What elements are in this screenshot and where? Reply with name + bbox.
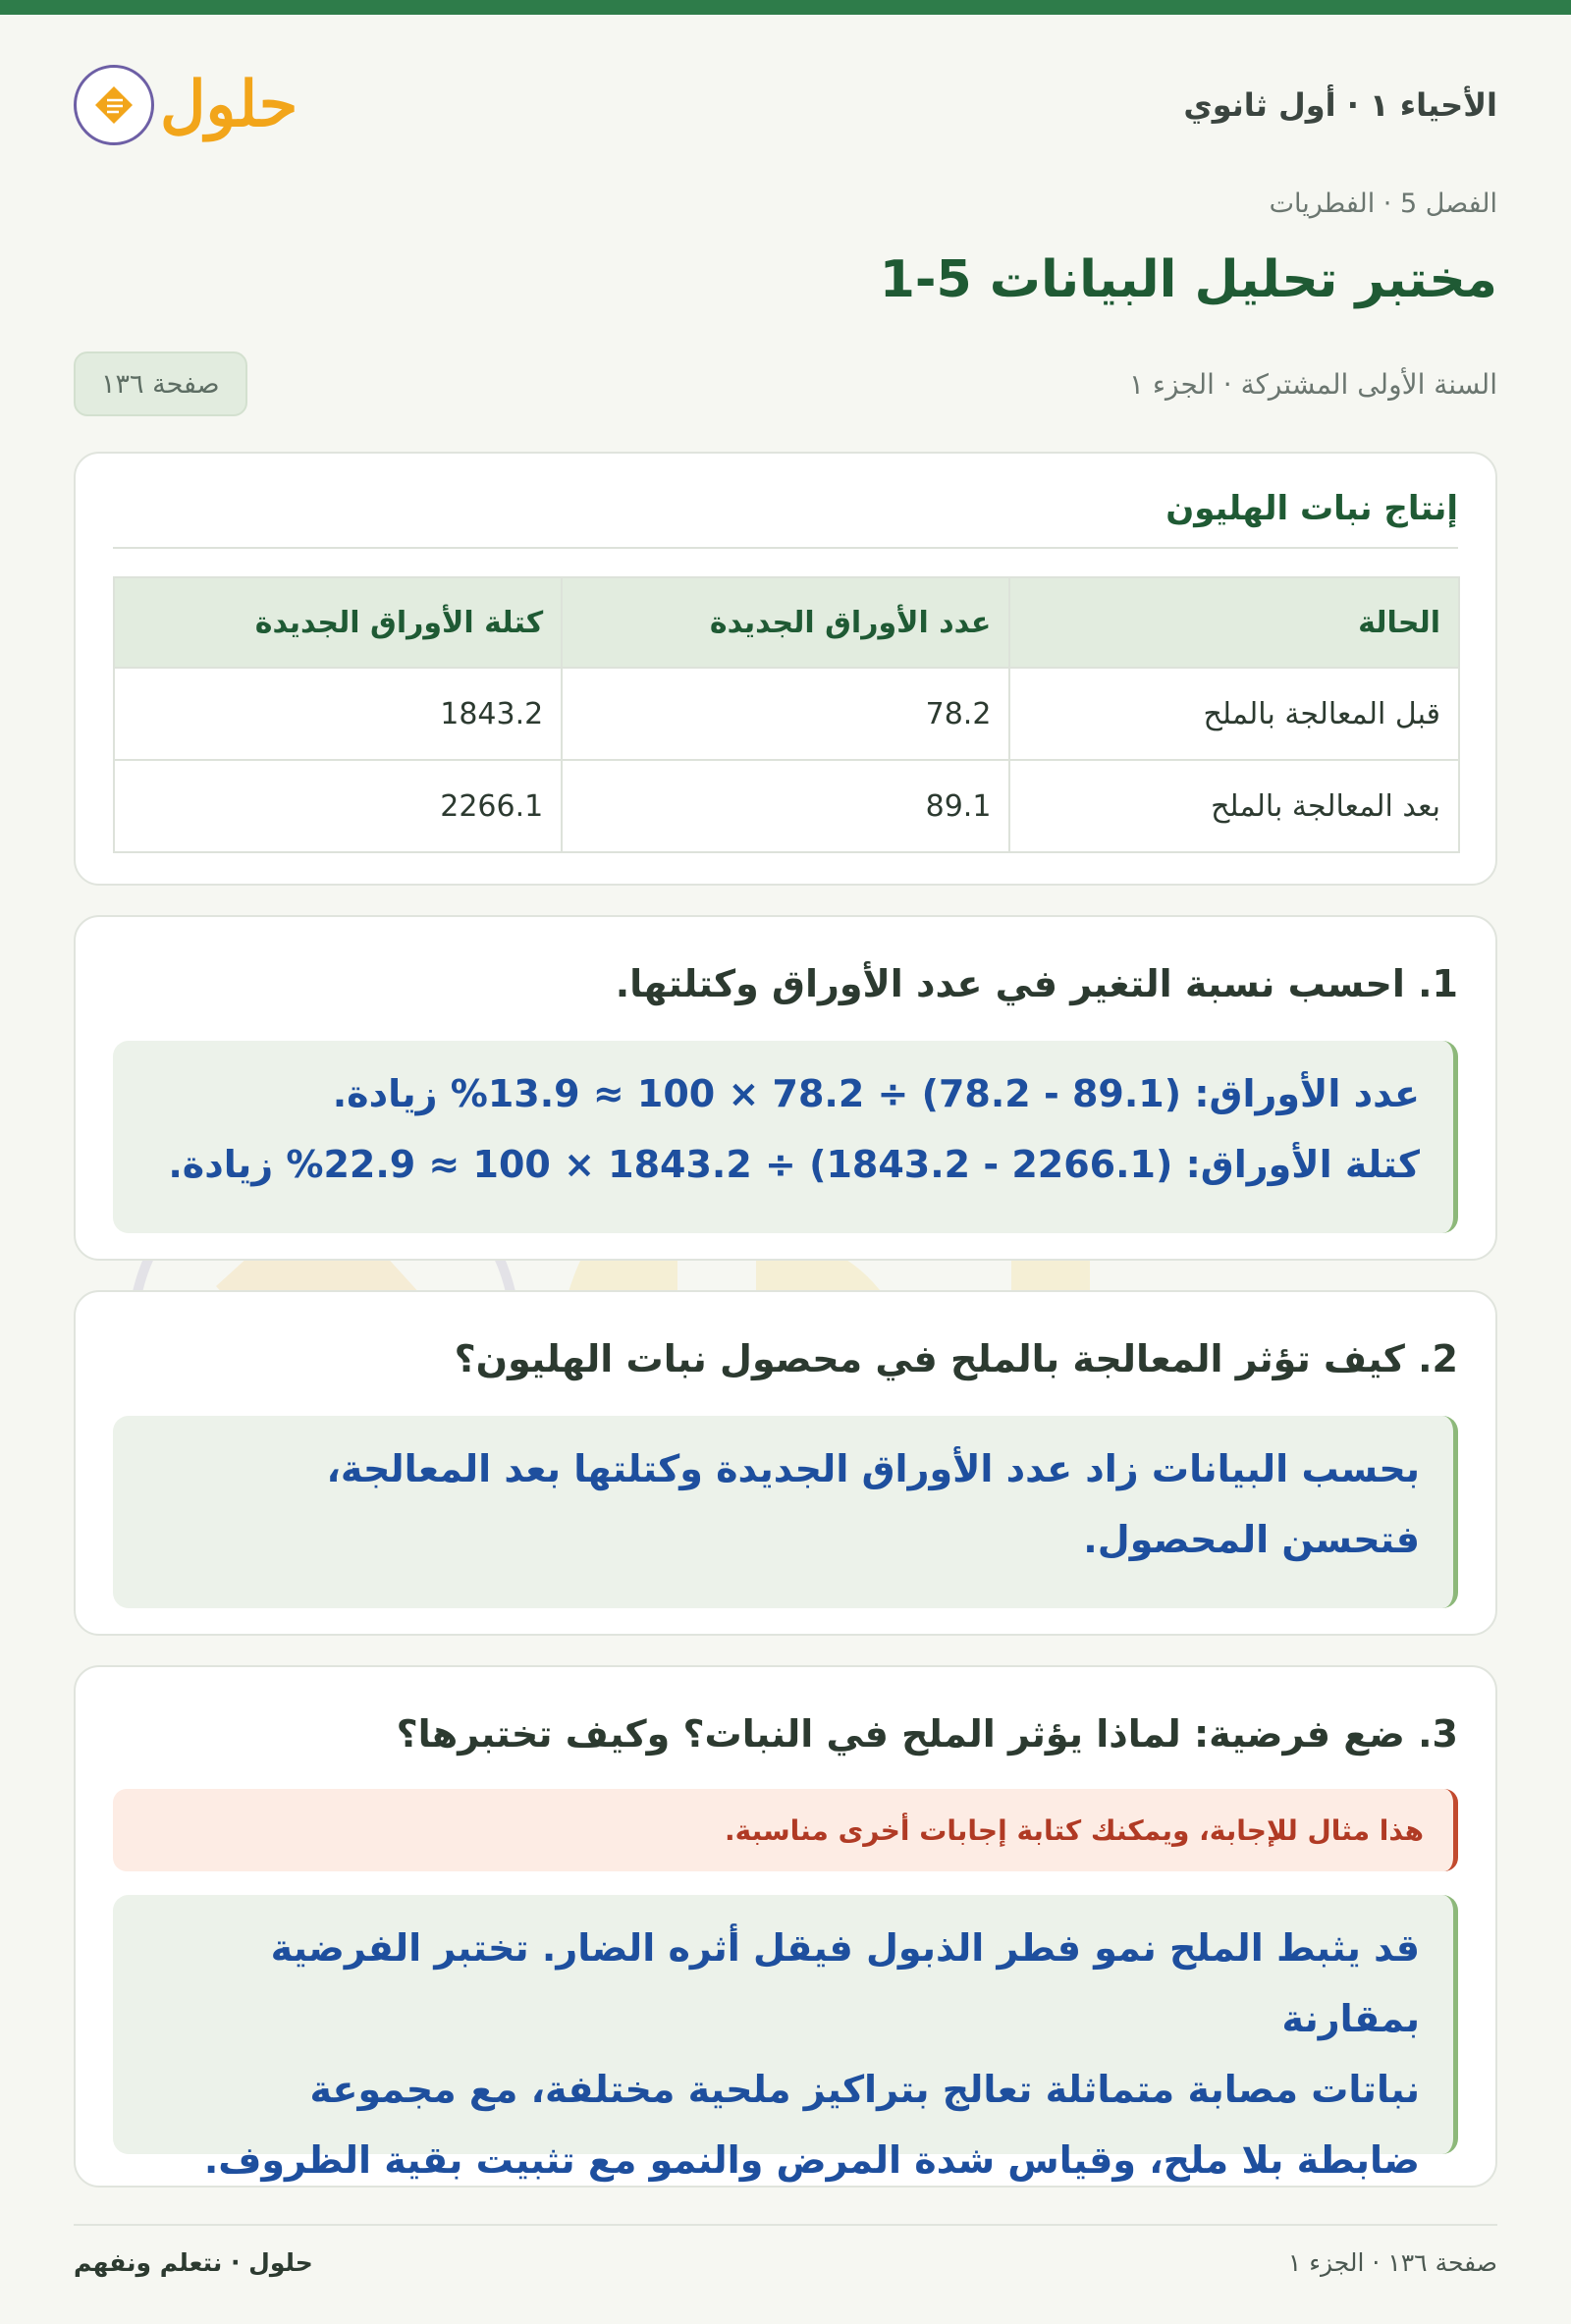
chapter-label: الفصل 5 · الفطريات: [1269, 189, 1497, 219]
table-title: إنتاج نبات الهليون: [1165, 489, 1458, 528]
answer-line: بحسب البيانات زاد عدد الأوراق الجديدة وكتلتها بعد المعالجة،: [326, 1447, 1420, 1490]
answer-line: ضابطة بلا ملح، وقياس شدة المرض والنمو مع تثبيت بقية الظروف.: [203, 2138, 1420, 2182]
answer-line: كتلة الأوراق: (2266.1 - 1843.2) ÷ 1843.2 × 100 ≈ 22.9% زيادة.: [168, 1143, 1420, 1186]
page-header: [74, 51, 1497, 159]
answer-box: [113, 1041, 1458, 1233]
subject-label: الأحياء ١ · أول ثانوي: [1183, 86, 1497, 124]
page-number-badge: صفحة ١٣٦: [74, 351, 247, 416]
table-cell: قبل المعالجة بالملح: [1009, 668, 1459, 760]
hulul-logo[interactable]: [74, 65, 298, 145]
data-table-card: [74, 452, 1497, 886]
curriculum-label: السنة الأولى المشتركة · الجزء ١: [1128, 367, 1497, 401]
page-footer: [74, 2248, 1497, 2277]
answer-line: فتحسن المحصول.: [1083, 1518, 1420, 1561]
table-cell: بعد المعالجة بالملح: [1009, 760, 1459, 852]
column-header: الحالة: [1009, 577, 1459, 668]
answer-line: قد يثبط الملح نمو فطر الذبول فيقل أثره الضار. تختبر الفرضية بمقارنة: [270, 1926, 1420, 2040]
answer-line: عدد الأوراق: (89.1 - 78.2) ÷ 78.2 × 100 ≈ 13.9% زيادة.: [332, 1072, 1420, 1115]
question-text: 2. كيف تؤثر المعالجة بالملح في محصول نبات الهليون؟: [454, 1337, 1458, 1380]
question-text: 3. ضع فرضية: لماذا يؤثر الملح في النبات؟ وكيف تختبرها؟: [396, 1712, 1458, 1756]
footer-page-info: صفحة ١٣٦ · الجزء ١: [1287, 2248, 1497, 2277]
column-header: عدد الأوراق الجديدة: [562, 577, 1009, 668]
question-card-3: [74, 1665, 1497, 2188]
table-row: [114, 668, 1459, 760]
question-text: 1. احسب نسبة التغير في عدد الأوراق وكتلتها.: [615, 962, 1458, 1005]
answer-box: [113, 1895, 1458, 2182]
table-cell: 1843.2: [114, 668, 562, 760]
page-title: مختبر تحليل البيانات 5-1: [879, 250, 1497, 309]
column-header: كتلة الأوراق الجديدة: [114, 577, 562, 668]
table-cell: 89.1: [562, 760, 1009, 852]
answer-line: نباتات مصابة متماثلة تعالج بتراكيز ملحية مختلفة، مع مجموعة: [309, 2068, 1420, 2111]
sample-answer-note: هذا مثال للإجابة، ويمكنك كتابة إجابات أخرى مناسبة.: [113, 1789, 1458, 1871]
footer-brand: حلول · نتعلم ونفهم: [74, 2248, 313, 2277]
logo-wordmark: حلول: [160, 68, 298, 141]
top-accent-bar: [0, 0, 1571, 15]
question-card-2: [74, 1290, 1497, 1636]
asparagus-data-table: [113, 576, 1460, 853]
book-icon: [74, 65, 154, 145]
table-header-row: [114, 577, 1459, 668]
question-card-1: [74, 915, 1497, 1261]
footer-divider: [74, 2224, 1497, 2226]
table-cell: 2266.1: [114, 760, 562, 852]
table-cell: 78.2: [562, 668, 1009, 760]
table-row: [114, 760, 1459, 852]
table-divider: [113, 547, 1458, 549]
answer-box: [113, 1416, 1458, 1608]
meta-row: [74, 351, 1497, 416]
